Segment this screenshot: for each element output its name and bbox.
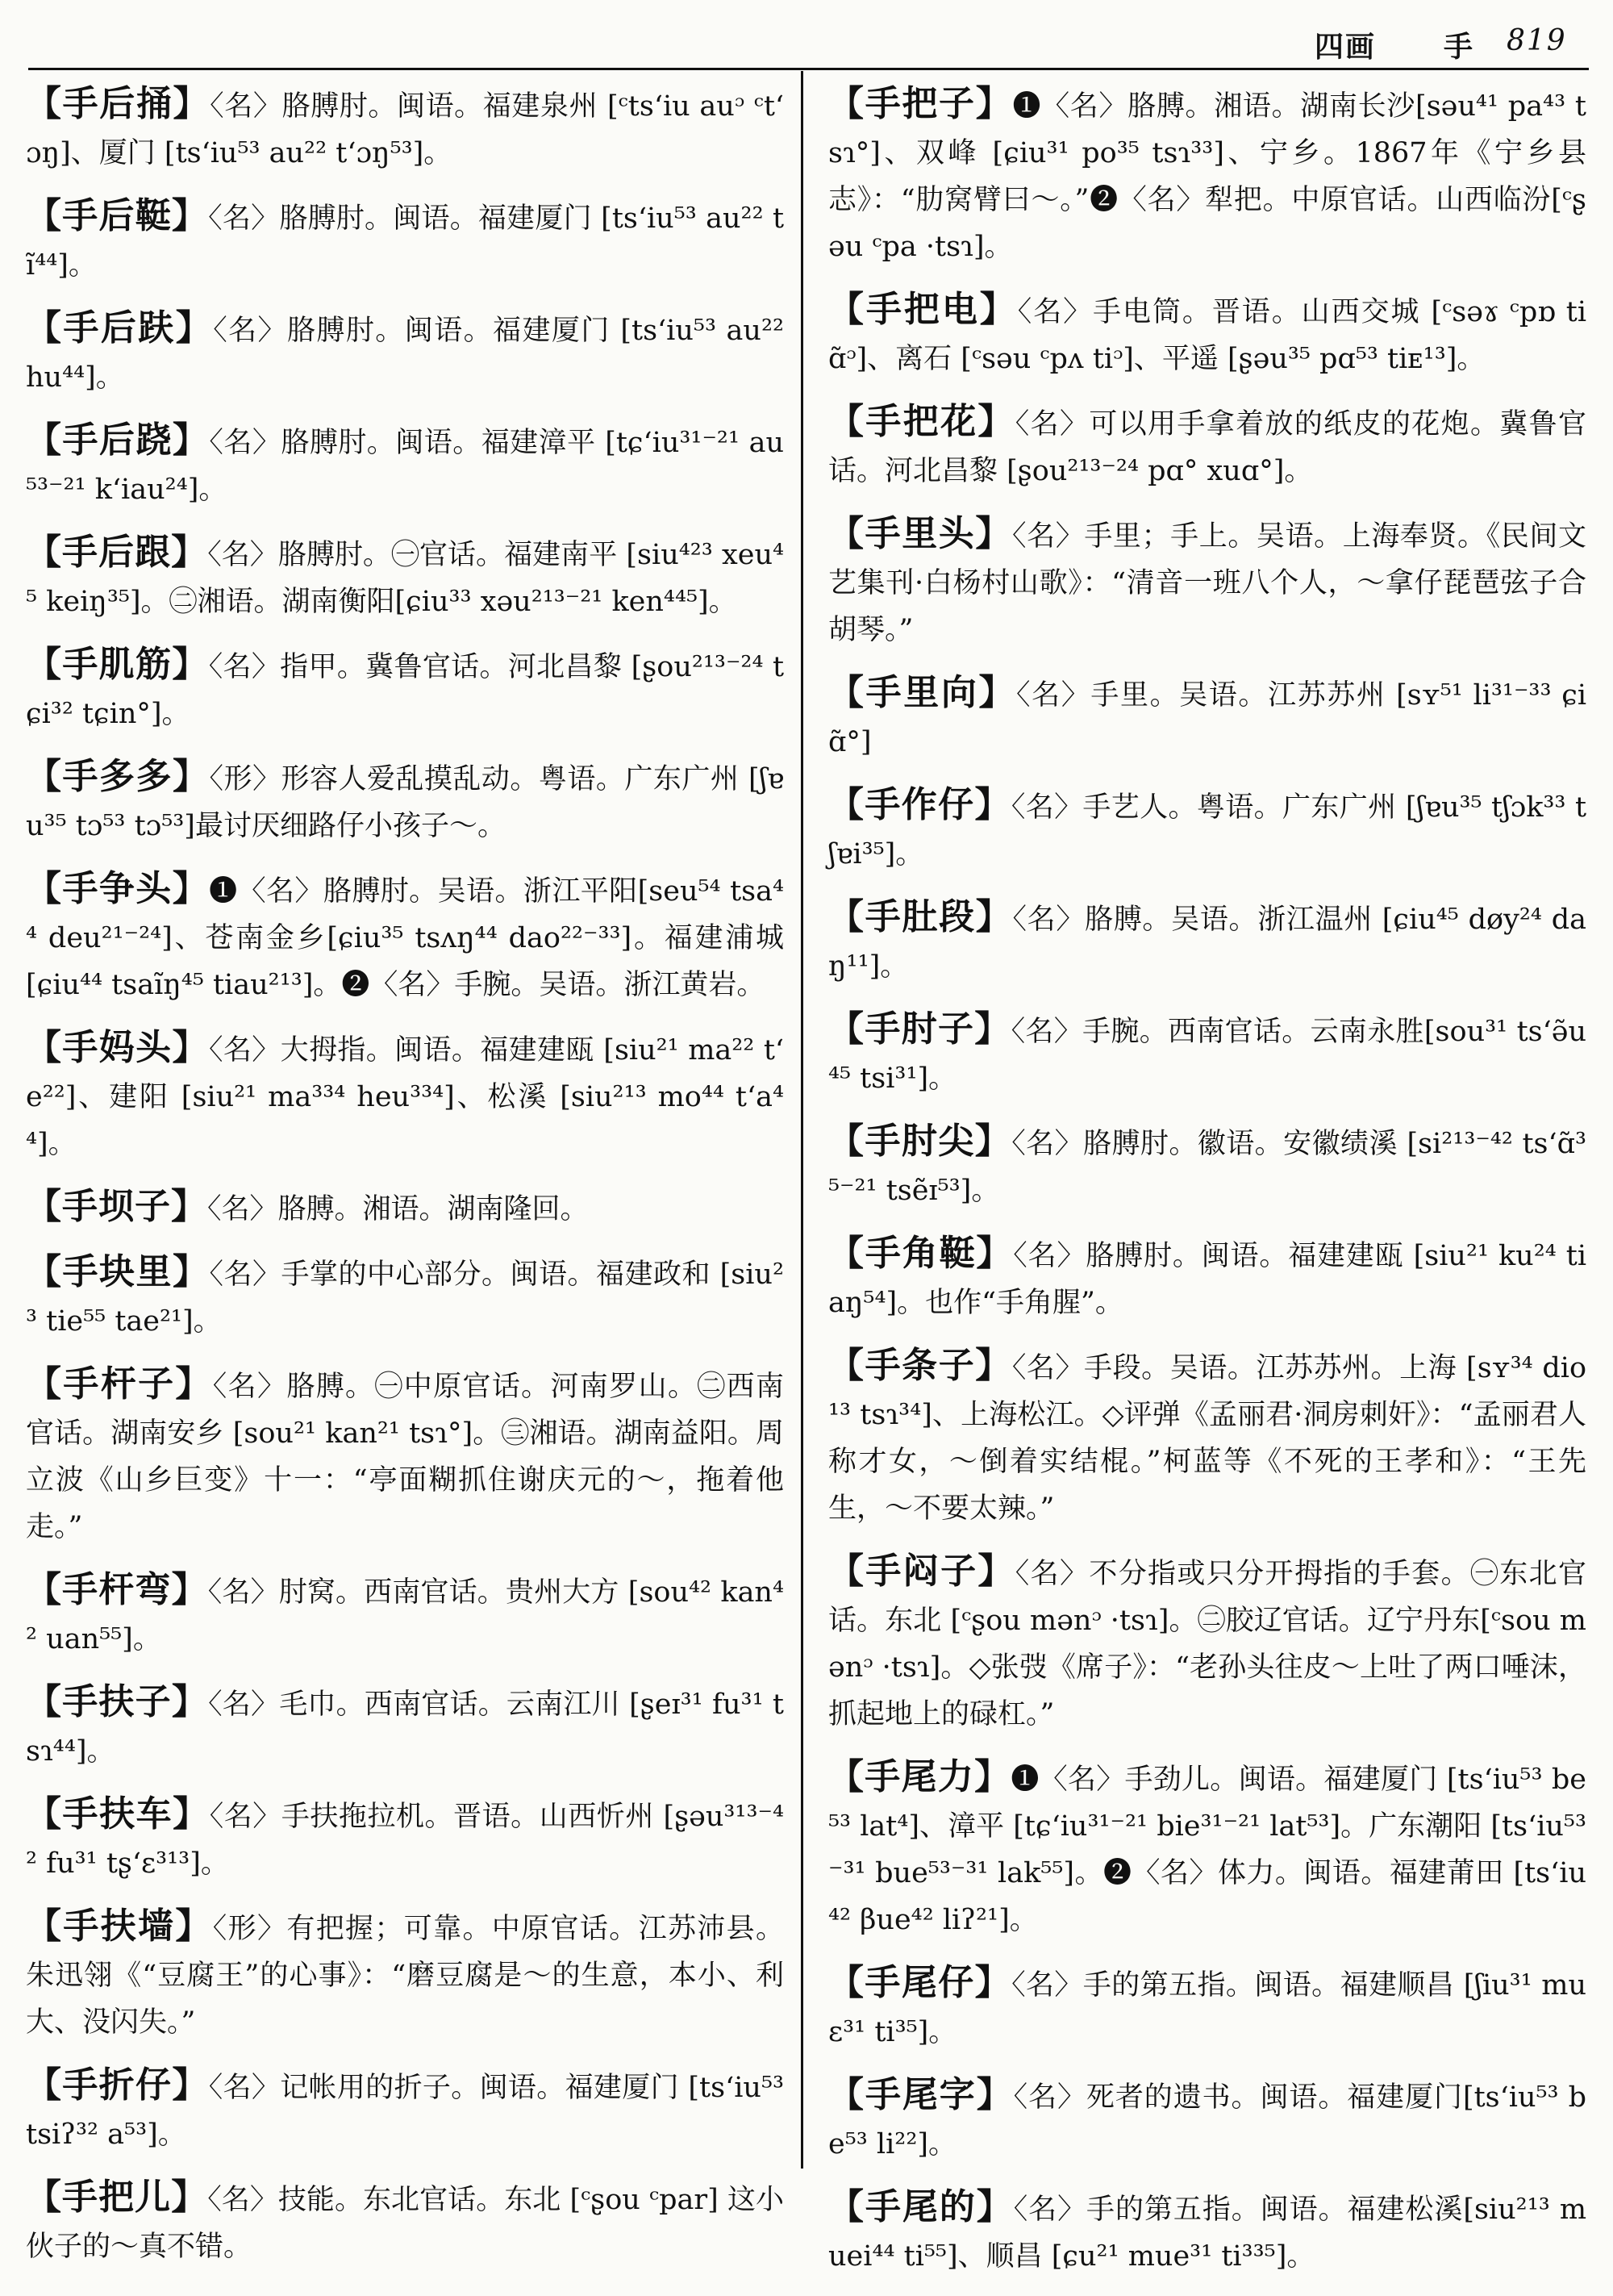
dictionary-entry [828, 1754, 1586, 1943]
page-header [1315, 18, 1573, 66]
entry-definition: 〈形〉形容人爱乱摸乱动。粤语。广东广州 [ʃɐu³⁵ tɔ⁵³ tɔ⁵³]最讨厌细路仔小孩子～。 [26, 763, 785, 842]
entry-definition: ❶〈名〉胳膊。湘语。湖南长沙[səu⁴¹ pa⁴³ tsɿ°]、双峰 [ɕiu³¹ po³⁵ tsɿ³³]、宁乡。1867年《宁乡县志》：“肋窝臂曰～。”❷〈名〉犁把。中原官话。山西临汾[ᶜʂəu ᶜpa ·tsɿ]。 [828, 90, 1586, 263]
dictionary-entry [828, 782, 1586, 878]
entry-headword: 【 手肌筋 】 [26, 644, 209, 685]
entry-headword: 【 手角䩠 】 [828, 1233, 1013, 1274]
dictionary-entry [828, 1006, 1586, 1102]
header-rule [28, 68, 1589, 70]
entry-definition: 〈名〉手段。吴语。江苏苏州。上海 [sʏ³⁴ dio¹³ tsɿ³⁴]、上海松江。◇评弹《孟丽君·洞房刺奸》：“孟丽君人称才女，～倒着实结棍。”柯蓝等《不死的王孝和》：“王先生，～不要太辣。” [828, 1352, 1587, 1525]
dictionary-entry [26, 193, 784, 289]
entry-definition: 〈名〉手腕。西南官话。云南永胜[sou³¹ tsʻə̃u⁴⁵ tsi³¹]。 [828, 1016, 1587, 1095]
dictionary-entry [26, 754, 784, 850]
entry-headword: 【 手把花 】 [828, 401, 1015, 442]
dictionary-entry [828, 1548, 1586, 1738]
dictionary-entry [26, 1567, 784, 1663]
entry-headword: 【 手多多 】 [26, 756, 209, 797]
entry-definition: 〈名〉指甲。冀鲁官话。河北昌黎 [ʂou²¹³⁻²⁴ tɕi³² tɕin°]。 [26, 651, 785, 730]
entry-headword: 【 手把电 】 [828, 289, 1018, 330]
entry-headword: 【 手扶墙 】 [26, 1906, 213, 1947]
entry-definition: 〈名〉记帐用的折子。闽语。福建厦门 [tsʻiu⁵³ tsiʔ³² a⁵³]。 [26, 2072, 785, 2151]
entry-definition: 〈名〉胳膊肘。闽语。福建厦门 [tsʻiu⁵³ au²² tĩ⁴⁴]。 [26, 202, 785, 282]
column-divider [801, 71, 803, 2169]
dictionary-entry [828, 2184, 1586, 2280]
entry-headword: 【 手里向 】 [828, 672, 1016, 713]
dictionary-entry [828, 1230, 1586, 1326]
dictionary-entry [26, 1679, 784, 1775]
entry-definition: 〈名〉手的第五指。闽语。福建松溪[siu²¹³ muei⁴⁴ ti⁵⁵]、顺昌 [ɕu²¹ mue³¹ ti³³⁵]。 [828, 2194, 1587, 2273]
entry-definition: 〈名〉胳膊肘。闽语。福建厦门 [tsʻiu⁵³ au²² hu⁴⁴]。 [26, 315, 785, 394]
dictionary-entry [26, 305, 784, 401]
dictionary-entry [26, 529, 784, 625]
entry-definition: 〈名〉胳膊肘。闽语。福建漳平 [tɕʻiu³¹⁻²¹ au⁵³⁻²¹ kʻiau²⁴]。 [26, 427, 785, 506]
entry-definition: 〈名〉胳膊。湘语。湖南隆回。 [207, 1193, 589, 1225]
entry-headword: 【 手尾的 】 [828, 2186, 1014, 2227]
entry-definition: 〈名〉手艺人。粤语。广东广州 [ʃɐu³⁵ tʃɔk³³ tʃɐi³⁵]。 [828, 791, 1587, 870]
entry-definition: 〈名〉胳膊肘。闽语。福建泉州 [ᶜtsʻiu auᵓ ᶜtʻɔŋ]、厦门 [tsʻiu⁵³ au²² tʻɔŋ⁵³]。 [26, 90, 785, 169]
entry-headword: 【 手肘尖 】 [828, 1121, 1011, 1162]
entry-headword: 【 手扶车 】 [26, 1793, 210, 1835]
entry-definition: 〈名〉技能。东北官话。东北 [ᶜʂou ᶜpar] 这小伙子的～真不错。 [26, 2184, 785, 2263]
entry-definition: 〈名〉死者的遗书。闽语。福建厦门[tsʻiu⁵³ be⁵³ li²²]。 [828, 2081, 1587, 2160]
entry-definition: 〈名〉不分指或只分开拇指的手套。㊀东北官话。东北 [ᶜʂou mənᵓ ·tsɿ]。㊁胶辽官话。辽宁丹东[ᶜsou mənᵓ ·tsɿ]。◇张弢《席子》：“老孙头往皮～上吐了两口唾沫，抓起地上的碌杠。” [828, 1558, 1586, 1730]
entry-headword: 【 手里头 】 [828, 513, 1012, 554]
entry-headword: 【 手尾力 】 [828, 1756, 1011, 1797]
entry-headword: 【 手妈头 】 [26, 1027, 209, 1068]
dictionary-entry [26, 81, 784, 177]
dictionary-entry [26, 1361, 784, 1551]
entry-headword: 【 手坝子 】 [26, 1186, 207, 1227]
dictionary-entry [828, 1342, 1586, 1532]
entry-definition: 〈名〉可以用手拿着放的纸皮的花炮。冀鲁官话。河北昌黎 [ʂou²¹³⁻²⁴ pɑ° xuɑ°]。 [828, 408, 1586, 487]
right-column [828, 81, 1586, 2296]
entry-definition: 〈名〉胳膊。吴语。浙江温州 [ɕiu⁴⁵ døy²⁴ daŋ¹¹]。 [828, 904, 1587, 983]
section-label: 四画 [1315, 30, 1377, 64]
entry-definition: 〈名〉大拇指。闽语。福建建瓯 [siu²¹ ma²² tʻe²²]、建阳 [siu²¹ ma³³⁴ heu³³⁴]、松溪 [siu²¹³ mo⁴⁴ tʻa⁴⁴]。 [26, 1034, 785, 1160]
entry-headword: 【 手争头 】 [26, 868, 209, 909]
entry-headword: 【 手闷子 】 [828, 1551, 1015, 1592]
entry-headword: 【 手后捅 】 [26, 83, 210, 124]
dictionary-entry [828, 81, 1586, 270]
entry-headword: 【 手肘子 】 [828, 1008, 1011, 1050]
entry-headword: 【 手肚段 】 [828, 896, 1012, 937]
entry-definition: ❶〈名〉手劲儿。闽语。福建厦门 [tsʻiu⁵³ be⁵³ lat⁴]、漳平 [tɕʻiu³¹⁻²¹ bie³¹⁻²¹ lat⁵³]。广东潮阳 [tsʻiu⁵³⁻³¹ bue⁵³⁻³¹ lak⁵⁵]。❷〈名〉体力。闽语。福建莆田 [tsʻiu⁴² βue⁴² liʔ²¹]。 [828, 1764, 1587, 1936]
entry-headword: 【 手折仔 】 [26, 2064, 209, 2106]
entry-headword: 【 手后跷 】 [26, 420, 209, 461]
entry-headword: 【 手条子 】 [828, 1345, 1012, 1386]
dictionary-entry [828, 511, 1586, 653]
entry-definition: 〈名〉手的第五指。闽语。福建顺昌 [ʃiu³¹ muɛ³¹ ti³⁵]。 [828, 1969, 1587, 2048]
dictionary-entry [828, 894, 1586, 990]
left-column [26, 81, 784, 2286]
entry-definition: 〈名〉手里；手上。吴语。上海奉贤。《民间文艺集刊·白杨村山歌》：“清音一班八个人，～拿仔琵琶弦子合胡琴。” [828, 520, 1587, 646]
entry-headword: 【 手后趺 】 [26, 307, 213, 349]
entry-headword: 【 手后䩠 】 [26, 195, 208, 236]
entry-definition: 〈名〉毛巾。西南官话。云南江川 [ʂeɪ³¹ fu³¹ tsɿ⁴⁴]。 [26, 1689, 785, 1768]
dictionary-entry [26, 1249, 784, 1345]
dictionary-entry [26, 866, 784, 1008]
entry-definition: ❶〈名〉胳膊肘。吴语。浙江平阳[seu⁵⁴ tsa⁴⁴ deu²¹⁻²⁴]、苍南金乡[ɕiu³⁵ tsʌŋ⁴⁴ dao²²⁻³³]。福建浦城 [ɕiu⁴⁴ tsaĩŋ⁴⁵ tiau²¹³]。❷〈名〉手腕。吴语。浙江黄岩。 [26, 875, 785, 1001]
dictionary-entry [828, 399, 1586, 495]
entry-headword: 【 手把子 】 [828, 83, 1012, 124]
entry-headword: 【 手块里 】 [26, 1251, 210, 1292]
entry-headword: 【 手扶子 】 [26, 1681, 208, 1722]
dictionary-entry [26, 641, 784, 737]
entry-headword: 【 手尾仔 】 [828, 1962, 1011, 2003]
entry-definition: 〈名〉手扶拖拉机。晋语。山西忻州 [ʂəu³¹³⁻⁴² fu³¹ tʂʻɛ³¹³]。 [26, 1801, 785, 1880]
entry-definition: 〈名〉胳膊。㊀中原官话。河南罗山。㊁西南官话。湖南安乡 [sou²¹ kan²¹ tsɿ°]。㊂湘语。湖南益阳。周立波《山乡巨变》十一：“亭面糊抓住谢庆元的～，拖着他走。” [26, 1371, 784, 1543]
entry-headword: 【 手把儿 】 [26, 2177, 207, 2218]
dictionary-entry [828, 1960, 1586, 2056]
dictionary-entry [26, 1791, 784, 1887]
dictionary-entry [828, 2072, 1586, 2168]
dictionary-entry [26, 1903, 784, 2046]
dictionary-entry [26, 2174, 784, 2270]
dictionary-entry [26, 1025, 784, 1167]
entry-definition: 〈名〉肘窝。西南官话。贵州大方 [sou⁴² kan⁴² uan⁵⁵]。 [26, 1576, 785, 1655]
dictionary-entry [26, 417, 784, 513]
entry-headword: 【 手作仔 】 [828, 784, 1011, 825]
dictionary-entry [828, 1118, 1586, 1214]
radical-label: 手 [1444, 30, 1475, 64]
entry-definition: 〈名〉手掌的中心部分。闽语。福建政和 [siu²³ tie⁵⁵ tae²¹]。 [26, 1259, 784, 1338]
entry-definition: 〈名〉胳膊肘。徽语。安徽绩溪 [si²¹³⁻⁴² tsʻɑ̃³⁵⁻²¹ tsẽɪ⁵³]。 [828, 1128, 1587, 1207]
entry-definition: 〈名〉手里。吴语。江苏苏州 [sʏ⁵¹ li³¹⁻³³ ɕiɑ̃°] [828, 679, 1587, 758]
dictionary-entry [828, 670, 1586, 766]
entry-definition: 〈名〉胳膊肘。㊀官话。福建南平 [siu⁴²³ xeu⁴⁵ keiŋ³⁵]。㊁湘语。湖南衡阳[ɕiu³³ xəu²¹³⁻²¹ ken⁴⁴⁵]。 [26, 539, 785, 618]
entry-headword: 【 手尾字 】 [828, 2074, 1014, 2115]
entry-headword: 【 手杆子 】 [26, 1363, 213, 1405]
page-number: 819 [1507, 24, 1567, 57]
entry-definition: 〈形〉有把握；可靠。中原官话。江苏沛县。朱迅翎《“豆腐王”的心事》：“磨豆腐是～的生意，本小、利大、没闪失。” [26, 1913, 784, 2039]
entry-headword: 【 手后跟 】 [26, 532, 207, 573]
dictionary-entry [26, 2062, 784, 2158]
entry-definition: 〈名〉手电筒。晋语。山西交城 [ᶜsəɤ ᶜpɒ tiɑ̃ᵓ]、离石 [ᶜsəu ᶜpʌ tiᵓ]、平遥 [ʂəu³⁵ pɑ⁵³ tiᴇ¹³]。 [828, 296, 1587, 375]
dictionary-entry [26, 1183, 784, 1233]
entry-definition: 〈名〉胳膊肘。闽语。福建建瓯 [siu²¹ ku²⁴ tiaŋ⁵⁴]。也作“手角腥”。 [828, 1240, 1587, 1319]
entry-headword: 【 手杆弯 】 [26, 1569, 208, 1610]
dictionary-entry [828, 286, 1586, 382]
